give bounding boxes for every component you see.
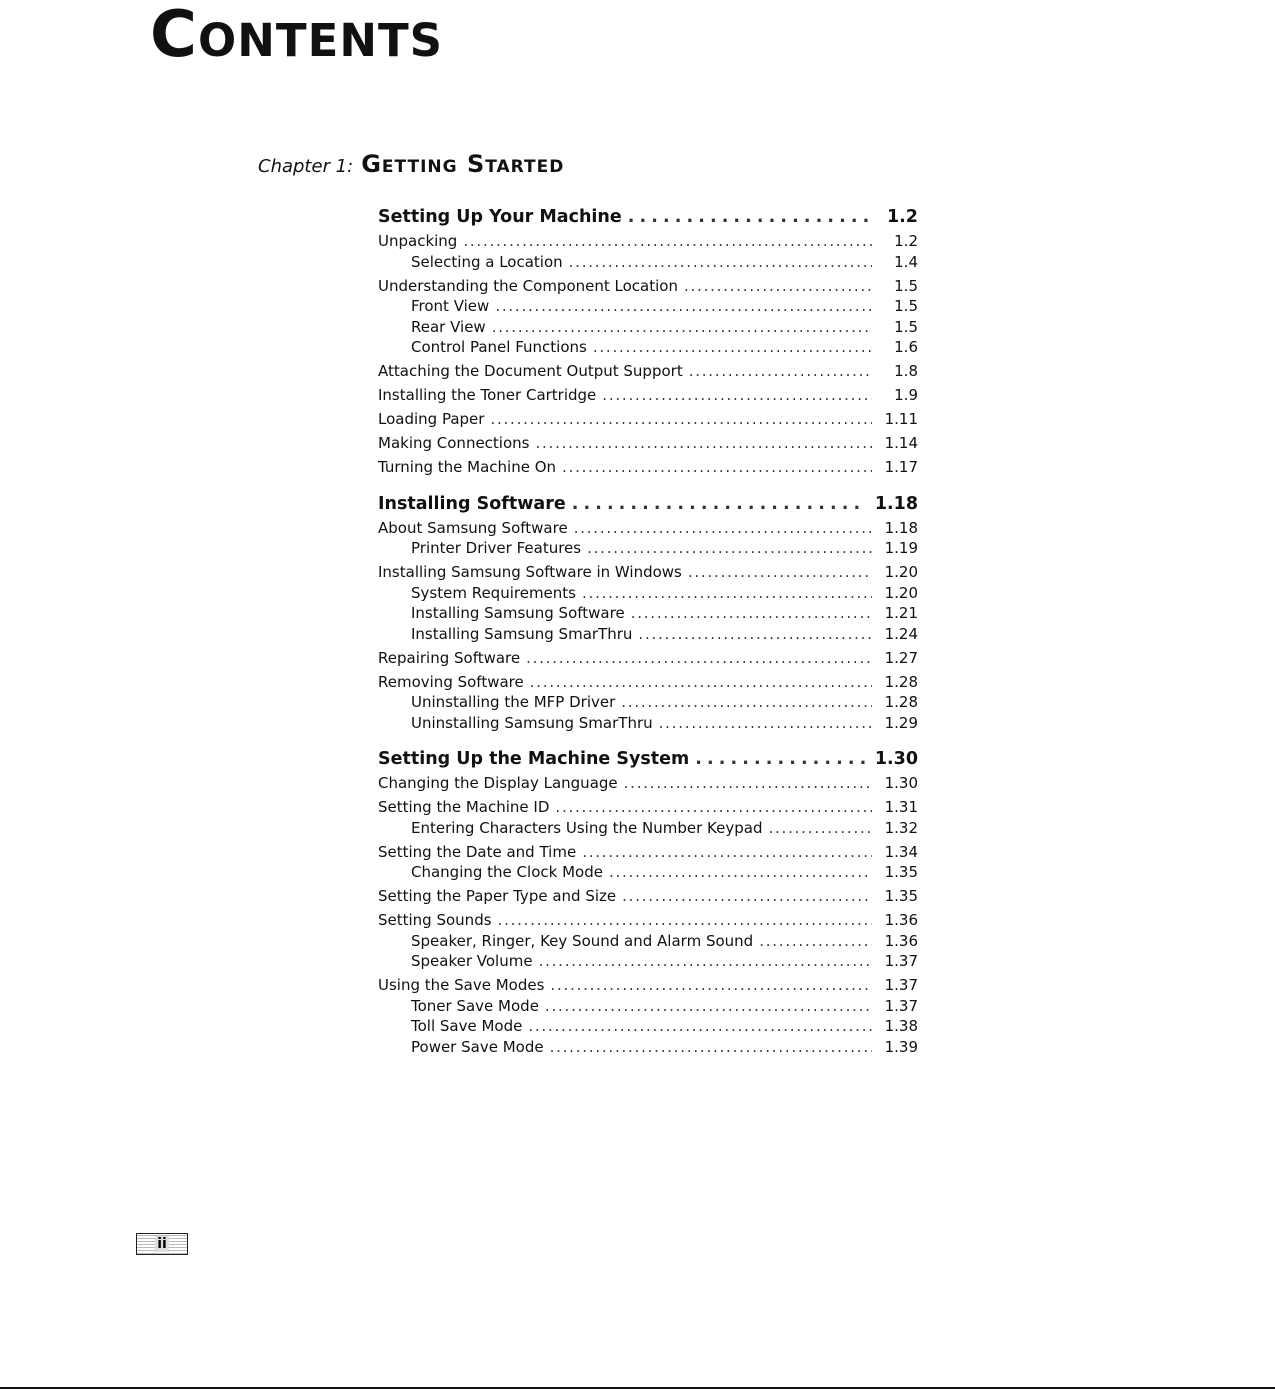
toc-entry-page: 1.37 bbox=[884, 952, 918, 970]
toc-entry-page: 1.29 bbox=[884, 713, 918, 732]
toc-entry-label: Changing the Display Language bbox=[378, 774, 618, 792]
dot-leader bbox=[574, 518, 872, 539]
dot-leader bbox=[768, 818, 872, 839]
toc-section-heading[interactable] bbox=[378, 490, 918, 518]
toc-section-heading[interactable] bbox=[378, 745, 918, 773]
toc-subentry[interactable] bbox=[378, 931, 918, 952]
toc-entry-page: 1.37 bbox=[884, 996, 918, 1015]
toc-entry-label: Rear View bbox=[411, 317, 486, 336]
page-title: Contents bbox=[150, 0, 444, 72]
toc-section bbox=[378, 490, 918, 734]
dot-leader bbox=[530, 672, 872, 693]
toc-subentry[interactable] bbox=[378, 252, 918, 273]
toc-subentry[interactable] bbox=[378, 1037, 918, 1058]
toc-entry[interactable] bbox=[378, 276, 918, 297]
toc-section bbox=[378, 203, 918, 478]
bottom-rule bbox=[0, 1387, 1275, 1389]
page-number: ii bbox=[157, 1236, 167, 1252]
toc-entry[interactable] bbox=[378, 886, 918, 907]
toc-entry-label: Uninstalling Samsung SmarThru bbox=[411, 713, 653, 732]
toc-entry-label: Setting the Paper Type and Size bbox=[378, 887, 617, 905]
toc-section bbox=[378, 745, 918, 1057]
dot-leader bbox=[695, 745, 867, 773]
toc-entry-label: Unpacking bbox=[378, 232, 458, 250]
toc-section-page: 1.2 bbox=[886, 207, 918, 227]
toc-entry[interactable] bbox=[378, 231, 918, 252]
toc-entry[interactable] bbox=[378, 409, 918, 430]
dot-leader bbox=[582, 583, 872, 604]
toc-entry-label: System Requirements bbox=[411, 583, 576, 602]
toc-entry-page: 1.5 bbox=[894, 317, 918, 336]
dot-leader bbox=[624, 773, 872, 794]
toc-entry-page: 1.14 bbox=[884, 434, 918, 452]
dot-leader bbox=[688, 562, 872, 583]
toc-entry-page: 1.11 bbox=[884, 410, 918, 428]
dot-leader bbox=[569, 252, 872, 273]
toc-entry-page: 1.20 bbox=[884, 563, 918, 581]
toc-entry-label: Making Connections bbox=[378, 434, 530, 452]
toc-section-title: Setting Up Your Machine bbox=[378, 207, 622, 227]
toc-entry-page: 1.28 bbox=[884, 672, 918, 691]
toc-entry-label: Setting the Date and Time bbox=[378, 842, 577, 861]
toc-subentry[interactable] bbox=[378, 1016, 918, 1037]
toc-subentry[interactable] bbox=[378, 713, 918, 734]
toc-entry-page: 1.5 bbox=[894, 297, 918, 315]
toc-entry-label: Turning the Machine On bbox=[378, 458, 557, 476]
toc-entry-page: 1.17 bbox=[884, 458, 918, 476]
toc-subentry[interactable] bbox=[378, 996, 918, 1017]
dot-leader bbox=[622, 886, 872, 907]
dot-leader bbox=[638, 624, 872, 645]
toc-subentry[interactable] bbox=[378, 538, 918, 559]
dot-leader bbox=[528, 1016, 872, 1037]
dot-leader bbox=[492, 317, 872, 338]
table-of-contents bbox=[378, 203, 918, 1057]
toc-subentry[interactable] bbox=[378, 818, 918, 839]
toc-entry-page: 1.20 bbox=[884, 583, 918, 602]
dot-leader bbox=[545, 996, 872, 1017]
dot-leader bbox=[555, 797, 872, 818]
chapter-title: Getting Started bbox=[361, 150, 565, 178]
toc-entry-label: Changing the Clock Mode bbox=[411, 863, 603, 881]
toc-entry-label: About Samsung Software bbox=[378, 518, 568, 537]
toc-subentry[interactable] bbox=[378, 603, 918, 624]
toc-entry-page: 1.30 bbox=[884, 774, 918, 792]
toc-entry[interactable] bbox=[378, 457, 918, 478]
dot-leader bbox=[631, 603, 872, 624]
dot-leader bbox=[572, 490, 867, 518]
toc-entry[interactable] bbox=[378, 562, 918, 583]
toc-subentry[interactable] bbox=[378, 337, 918, 358]
dot-leader bbox=[689, 361, 872, 382]
toc-entry[interactable] bbox=[378, 797, 918, 818]
dot-leader bbox=[539, 951, 872, 972]
toc-entry-label: Repairing Software bbox=[378, 648, 521, 667]
toc-entry-page: 1.19 bbox=[884, 539, 918, 557]
toc-entry[interactable] bbox=[378, 842, 918, 863]
chapter-heading bbox=[258, 150, 564, 178]
dot-leader bbox=[495, 296, 872, 317]
page-number-badge bbox=[136, 1233, 188, 1255]
toc-entry-label: Printer Driver Features bbox=[411, 539, 582, 557]
dot-leader bbox=[659, 713, 872, 734]
toc-entry-page: 1.34 bbox=[884, 842, 918, 861]
toc-entry-label: Loading Paper bbox=[378, 410, 485, 428]
toc-entry[interactable] bbox=[378, 518, 918, 539]
toc-entry[interactable] bbox=[378, 433, 918, 454]
toc-section-page: 1.30 bbox=[874, 749, 918, 769]
toc-entry-page: 1.18 bbox=[884, 518, 918, 537]
dot-leader bbox=[759, 931, 872, 952]
toc-entry-page: 1.37 bbox=[884, 976, 918, 994]
toc-entry[interactable] bbox=[378, 385, 918, 406]
toc-entry-page: 1.36 bbox=[884, 911, 918, 929]
toc-entry-label: Speaker Volume bbox=[411, 952, 533, 970]
toc-subentry[interactable] bbox=[378, 317, 918, 338]
toc-section-heading[interactable] bbox=[378, 203, 918, 231]
toc-entry-page: 1.21 bbox=[884, 604, 918, 622]
toc-entry-page: 1.8 bbox=[894, 362, 918, 380]
toc-section-title: Setting Up the Machine System bbox=[378, 749, 690, 769]
toc-entry-label: Installing Samsung Software bbox=[411, 604, 625, 622]
toc-entry-page: 1.24 bbox=[884, 624, 918, 643]
toc-entry-label: Speaker, Ringer, Key Sound and Alarm Sound bbox=[411, 931, 754, 950]
toc-entry-label: Uninstalling the MFP Driver bbox=[411, 693, 616, 711]
dot-leader bbox=[602, 385, 872, 406]
toc-entry-label: Power Save Mode bbox=[411, 1037, 544, 1056]
toc-entry-page: 1.32 bbox=[884, 818, 918, 837]
toc-entry-label: Control Panel Functions bbox=[411, 338, 587, 356]
dot-leader bbox=[562, 457, 872, 478]
toc-entry[interactable] bbox=[378, 975, 918, 996]
toc-entry-page: 1.31 bbox=[884, 798, 918, 816]
toc-subentry[interactable] bbox=[378, 583, 918, 604]
toc-entry-label: Toner Save Mode bbox=[411, 996, 539, 1015]
toc-entry[interactable] bbox=[378, 672, 918, 693]
toc-entry-label: Installing Samsung Software in Windows bbox=[378, 563, 682, 581]
toc-entry-page: 1.9 bbox=[894, 386, 918, 404]
toc-entry-label: Selecting a Location bbox=[411, 252, 563, 271]
toc-entry-page: 1.27 bbox=[884, 648, 918, 667]
toc-entry-page: 1.6 bbox=[894, 338, 918, 356]
toc-entry[interactable] bbox=[378, 773, 918, 794]
toc-entry[interactable] bbox=[378, 361, 918, 382]
dot-leader bbox=[550, 1037, 872, 1058]
dot-leader bbox=[593, 337, 872, 358]
dot-leader bbox=[535, 433, 872, 454]
toc-entry-label: Using the Save Modes bbox=[378, 976, 545, 994]
dot-leader bbox=[498, 910, 872, 931]
toc-entry-page: 1.28 bbox=[884, 693, 918, 711]
dot-leader bbox=[609, 862, 872, 883]
toc-subentry[interactable] bbox=[378, 862, 918, 883]
toc-entry-label: Installing the Toner Cartridge bbox=[378, 386, 597, 404]
toc-subentry[interactable] bbox=[378, 624, 918, 645]
toc-entry[interactable] bbox=[378, 910, 918, 931]
dot-leader bbox=[684, 276, 872, 297]
toc-entry-label: Understanding the Component Location bbox=[378, 276, 678, 295]
toc-entry-label: Front View bbox=[411, 297, 490, 315]
toc-entry-page: 1.2 bbox=[894, 232, 918, 250]
toc-section-page: 1.18 bbox=[874, 493, 918, 514]
toc-entry-label: Installing Samsung SmarThru bbox=[411, 624, 633, 643]
dot-leader bbox=[526, 648, 872, 669]
toc-subentry[interactable] bbox=[378, 692, 918, 713]
dot-leader bbox=[582, 842, 872, 863]
toc-entry[interactable] bbox=[378, 648, 918, 669]
toc-entry-page: 1.38 bbox=[884, 1017, 918, 1035]
toc-entry-page: 1.5 bbox=[894, 276, 918, 295]
toc-entry-page: 1.39 bbox=[884, 1037, 918, 1056]
toc-entry-label: Setting Sounds bbox=[378, 911, 492, 929]
toc-subentry[interactable] bbox=[378, 951, 918, 972]
dot-leader bbox=[621, 692, 872, 713]
toc-entry-label: Toll Save Mode bbox=[411, 1017, 523, 1035]
dot-leader bbox=[463, 231, 872, 252]
dot-leader bbox=[550, 975, 872, 996]
toc-entry-label: Attaching the Document Output Support bbox=[378, 362, 683, 380]
toc-entry-page: 1.4 bbox=[894, 252, 918, 271]
toc-section-title: Installing Software bbox=[378, 493, 566, 514]
toc-entry-label: Entering Characters Using the Number Keypad bbox=[411, 818, 763, 837]
toc-subentry[interactable] bbox=[378, 296, 918, 317]
toc-entry-page: 1.35 bbox=[884, 887, 918, 905]
toc-entry-page: 1.36 bbox=[884, 931, 918, 950]
toc-entry-label: Removing Software bbox=[378, 672, 524, 691]
dot-leader bbox=[587, 538, 872, 559]
dot-leader bbox=[490, 409, 872, 430]
dot-leader bbox=[628, 203, 872, 231]
chapter-prefix: Chapter 1: bbox=[258, 156, 354, 177]
toc-entry-label: Setting the Machine ID bbox=[378, 798, 550, 816]
toc-entry-page: 1.35 bbox=[884, 863, 918, 881]
